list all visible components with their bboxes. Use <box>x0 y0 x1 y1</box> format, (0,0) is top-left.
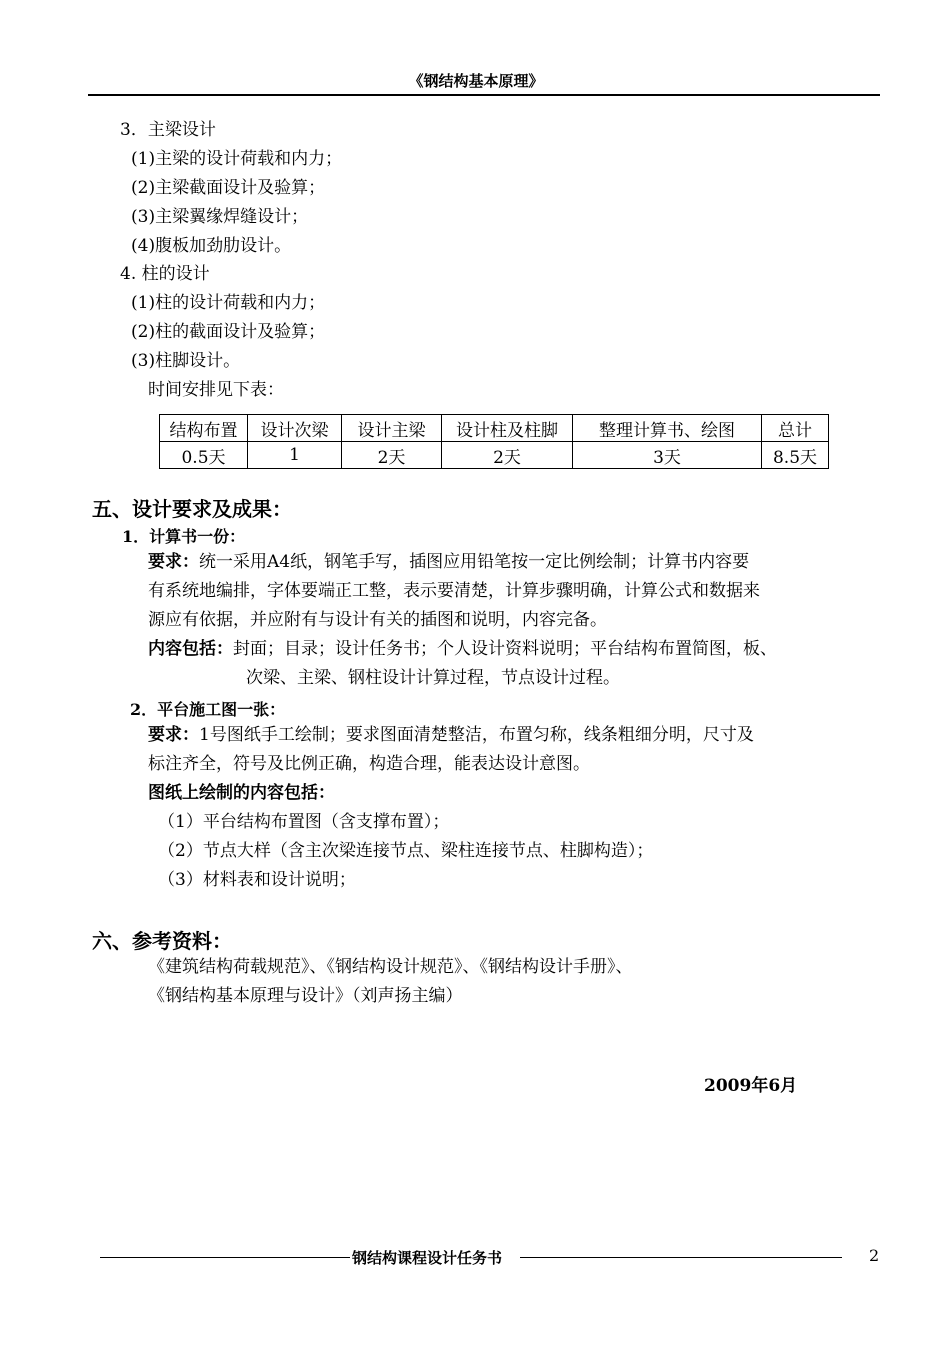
task-item-4-title: 4. 柱的设计 <box>120 264 210 284</box>
task-item-3-title: 3．主梁设计 <box>120 120 216 140</box>
requirement-label: 要求： <box>148 725 199 745</box>
task-item-4-sub-3: (3)柱脚设计。 <box>131 351 241 371</box>
table-header-cell: 设计柱及柱脚 <box>442 415 573 442</box>
content-label: 内容包括： <box>148 639 233 659</box>
part-1-requirement-line-1 <box>148 552 749 572</box>
part-1-content-line-2: 次梁、主梁、钢柱设计计算过程，节点设计过程。 <box>246 668 620 688</box>
table-cell: 8.5天 <box>762 442 829 469</box>
requirement-text: 1号图纸手工绘制；要求图面清楚整洁，布置匀称，线条粗细分明，尺寸及 <box>199 725 754 745</box>
table-cell: 2天 <box>442 442 573 469</box>
document-date: 2009年6月 <box>704 1076 798 1096</box>
table-header-cell: 总计 <box>762 415 829 442</box>
footer-rule-left <box>100 1257 350 1258</box>
part-2-requirement-line-1 <box>148 725 754 745</box>
page-number: 2 <box>869 1246 880 1265</box>
schedule-table <box>159 414 829 469</box>
page-header-title: 《钢结构基本原理》 <box>408 72 544 90</box>
table-cell: 3天 <box>573 442 762 469</box>
task-item-3-sub-4: (4)腹板加劲肋设计。 <box>131 236 292 256</box>
section-6-heading: 六、参考资料： <box>92 929 232 953</box>
part-1-content-line-1 <box>148 639 777 659</box>
table-cell: 1 <box>248 442 342 469</box>
table-row <box>160 442 829 469</box>
part-1-requirement-line-2: 有系统地编排，字体要端正工整，表示要清楚，计算步骤明确，计算公式和数据来 <box>148 581 760 601</box>
part-1-requirement-line-3: 源应有依据，并应附有与设计有关的插图和说明，内容完备。 <box>148 610 607 630</box>
table-header-cell: 设计次梁 <box>248 415 342 442</box>
table-cell: 2天 <box>342 442 442 469</box>
task-item-4-sub-2: (2)柱的截面设计及验算； <box>131 322 326 342</box>
reference-line-1: 《建筑结构荷载规范》、《钢结构设计规范》、《钢结构设计手册》、 <box>148 957 633 977</box>
drawing-content-label: 图纸上绘制的内容包括： <box>148 783 335 803</box>
section-5-heading: 五、设计要求及成果： <box>92 497 292 521</box>
footer-title: 钢结构课程设计任务书 <box>352 1249 503 1267</box>
footer-rule-right <box>520 1257 842 1258</box>
section-5-part-2-title: 2．平台施工图一张： <box>130 700 286 719</box>
part-2-requirement-line-2: 标注齐全，符号及比例正确，构造合理，能表达设计意图。 <box>148 754 590 774</box>
table-header-cell: 整理计算书、绘图 <box>573 415 762 442</box>
content-text: 封面；目录；设计任务书；个人设计资料说明；平台结构布置简图，板、 <box>233 639 777 659</box>
header-rule <box>88 94 880 96</box>
schedule-intro: 时间安排见下表： <box>148 380 284 400</box>
table-header-row <box>160 415 829 442</box>
requirement-label: 要求： <box>148 552 199 572</box>
table-header-cell: 结构布置 <box>160 415 248 442</box>
table-cell: 0.5天 <box>160 442 248 469</box>
drawing-item-3: （3）材料表和设计说明； <box>158 870 356 890</box>
drawing-item-1: （1）平台结构布置图（含支撑布置）； <box>158 812 450 832</box>
table-header-cell: 设计主梁 <box>342 415 442 442</box>
requirement-text: 统一采用A4纸，钢笔手写，插图应用铅笔按一定比例绘制；计算书内容要 <box>199 552 750 572</box>
reference-line-2: 《钢结构基本原理与设计》（刘声扬主编） <box>148 986 463 1006</box>
task-item-4-sub-1: (1)柱的设计荷载和内力； <box>131 293 326 313</box>
task-item-3-sub-2: (2)主梁截面设计及验算； <box>131 178 326 198</box>
task-item-3-sub-3: (3)主梁翼缘焊缝设计； <box>131 207 309 227</box>
drawing-item-2: （2）节点大样（含主次梁连接节点、梁柱连接节点、柱脚构造）； <box>158 841 654 861</box>
task-item-3-sub-1: (1)主梁的设计荷载和内力； <box>131 149 343 169</box>
section-5-part-1-title: 1．计算书一份： <box>122 527 246 546</box>
